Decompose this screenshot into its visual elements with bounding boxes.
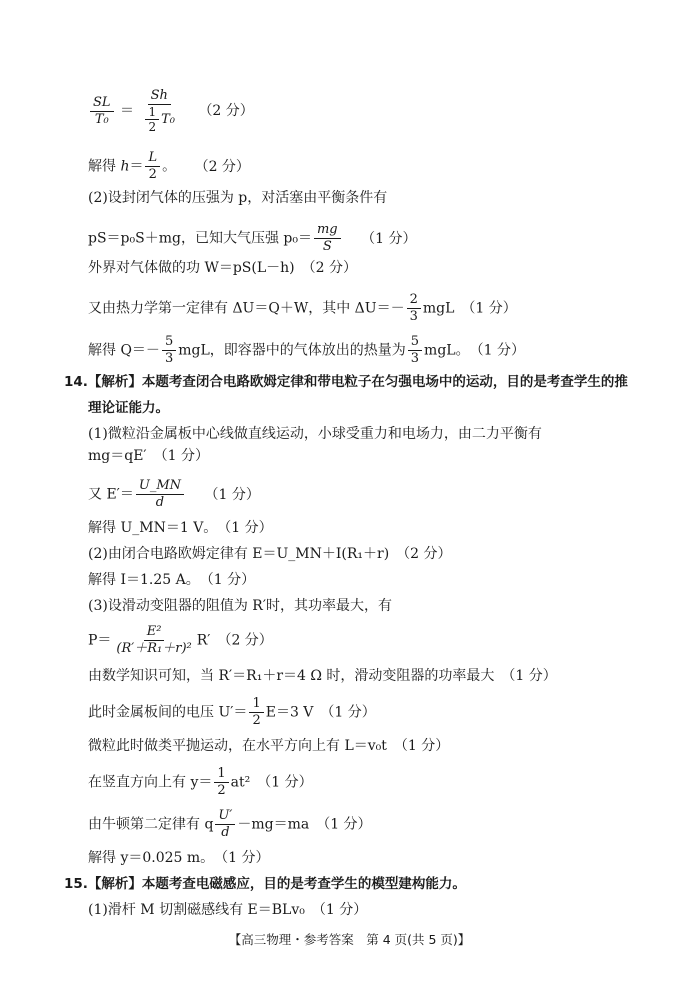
fraction: $\frac{L}{2}$ (145, 150, 160, 183)
text-line: 微粒此时做类平抛运动，在水平方向上有 L＝v₀t （1 分） (88, 738, 450, 754)
question-14-heading-cont: 理论证能力。 (88, 400, 169, 416)
eq-thermo: 又由热力学第一定律有 ΔU＝Q＋W，其中 ΔU＝－ $\frac{2}{3}$ mgL （1 分） (88, 292, 517, 324)
fraction: $\frac{SL}{\text{T₀}}$ (90, 95, 114, 128)
eq-newton: 由牛顿第二定律有 q $\frac{U'}{d}$ －mg＝ma （1 分） (88, 808, 372, 840)
text-line: (2)设封闭气体的压强为 p，对活塞由平衡条件有 (88, 190, 388, 206)
text-line: (1)滑杆 M 切割磁感线有 E＝BLv₀ （1 分） (88, 902, 368, 918)
eq-power: P＝ $\frac{\text{E²}}{\text{(R′＋R₁＋r)²}}$ R′ （2 分） (88, 624, 273, 656)
question-14-heading: 14.【解析】本题考查闭合电路欧姆定律和带电粒子在匀强电场中的运动，目的是考查学生的推 (64, 374, 628, 390)
fraction: $\frac{1}{2}$ (249, 696, 263, 729)
page-footer: 【高三物理・参考答案 第 4 页(共 5 页)】 (228, 932, 471, 947)
eq-voltage: 此时金属板间的电压 U′＝ $\frac{1}{2}$ E＝3 V （1 分） (88, 696, 376, 728)
text-line: (3)设滑动变阻器的阻值为 R′时，其功率最大，有 (88, 598, 392, 614)
text-line: 解得 U_MN＝1 V。 （1 分） (88, 520, 273, 536)
text-line: 解得 y＝0.025 m。 （1 分） (88, 850, 270, 866)
text-line: mg＝qE′ （1 分） (88, 448, 209, 464)
eq-field: 又 E′＝ $\frac{U\_MN}{d}$ （1 分） (88, 478, 260, 510)
text-line: 外界对气体做的功 W＝pS(L－h) （2 分） (88, 260, 357, 276)
fraction: Sh $\frac{1}{2}$ T₀ (140, 88, 178, 134)
eq-vertical: 在竖直方向上有 y＝ $\frac{1}{2}$ at² （1 分） (88, 766, 313, 798)
eq-solve-h: 解得 h＝ $\frac{L}{2}$ 。 （2 分） (88, 150, 250, 182)
eq-heat: 解得 Q＝－ $\frac{5}{3}$ mgL，即容器中的气体放出的热量为 $\frac{5}{3}$ mgL。 （1 分） (88, 334, 525, 366)
text-line: 由数学知识可知，当 R′＝R₁＋r＝4 Ω 时，滑动变阻器的功率最大 （1 分） (88, 668, 557, 684)
eq-pressure: pS＝p₀S＋mg，已知大气压强 p₀＝ $\frac{mg}{S}$ （1 分） (88, 222, 417, 254)
text-line: (2)由闭合电路欧姆定律有 E＝U_MN＋I(R₁＋r) （2 分） (88, 546, 452, 562)
fraction: $\frac{1}{2}$ (214, 766, 228, 799)
eq-gas-ratio: $\frac{SL}{\text{T₀}}$ ＝ Sh $\frac{1}{2}$ T₀ （2 分） (88, 88, 254, 134)
fraction: $\frac{U\_MN}{d}$ (136, 478, 184, 511)
question-15-heading: 15.【解析】本题考查电磁感应，目的是考查学生的模型建构能力。 (64, 876, 466, 892)
text-line: (1)微粒沿金属板中心线做直线运动，小球受重力和电场力，由二力平衡有 (88, 426, 542, 442)
fraction: $\frac{mg}{S}$ (314, 222, 341, 255)
fraction: $\frac{5}{3}$ (408, 334, 422, 367)
fraction: $\frac{\text{E²}}{\text{(R′＋R₁＋r)²}}$ (116, 624, 192, 656)
text-line: 解得 I＝1.25 A。 （1 分） (88, 572, 256, 588)
fraction: $\frac{U'}{d}$ (215, 808, 235, 841)
fraction: $\frac{2}{3}$ (407, 292, 421, 325)
fraction: $\frac{5}{3}$ (162, 334, 176, 367)
